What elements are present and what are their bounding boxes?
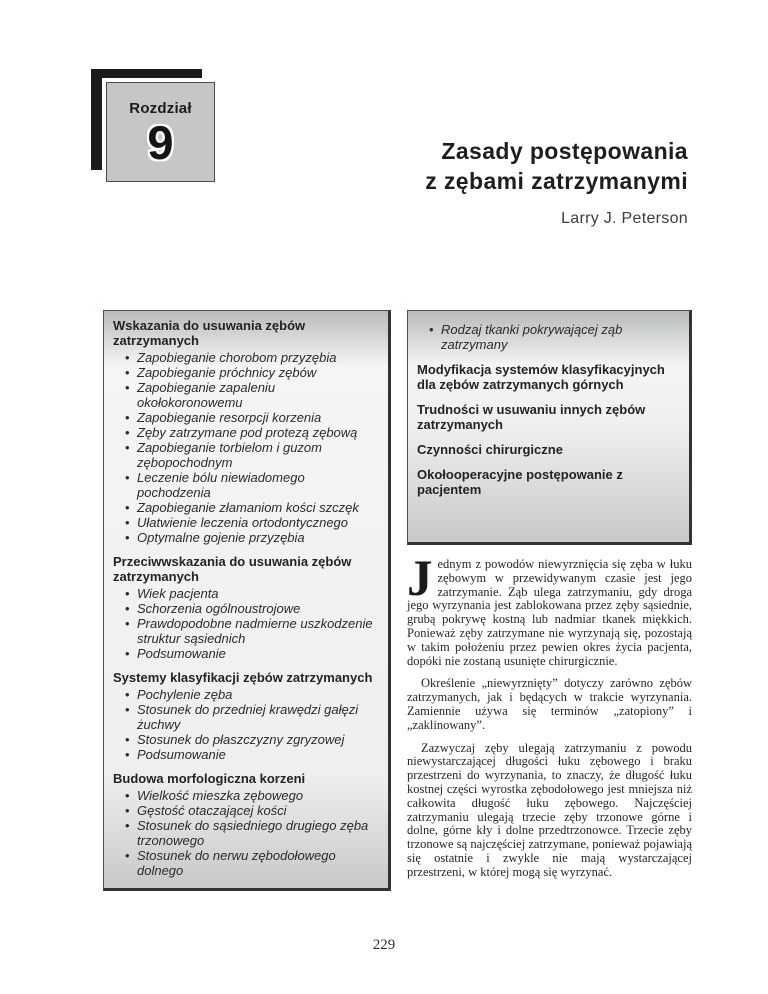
outline-section-heading: Przeciwwskazania do usuwania zębów zatrzymanych (113, 554, 352, 584)
outline-item: • Zapobieganie zapaleniu okołokoronowemu (125, 380, 380, 410)
outline-item: • Optymalne gojenie przyzębia (125, 530, 380, 545)
chapter-badge (106, 82, 215, 182)
outline-item: • Stosunek do nerwu zębodołowego dolnego (125, 848, 380, 878)
right-column (407, 310, 692, 880)
outline-section-heading: Modyfikacja systemów klasyfikacyjnych dla zębów zatrzymanych górnych (417, 362, 665, 392)
outline-item: • Podsumowanie (125, 747, 380, 762)
outline-item-list (125, 788, 380, 878)
outline-item: • Rodzaj tkanki pokrywającej ząb zatrzymany (429, 322, 681, 352)
outline-item-list (429, 322, 681, 352)
outline-item: • Ułatwienie leczenia ortodontycznego (125, 515, 380, 530)
outline-item: • Stosunek do przedniej krawędzi gałęzi żuchwy (125, 702, 380, 732)
outline-item: • Wielkość mieszka zębowego (125, 788, 380, 803)
chapter-header (425, 136, 688, 228)
drop-cap: J (407, 551, 433, 607)
paragraph-text: ednym z powodów niewyrznięcia się zęba w łuku zębowym w przewidywanym czasie jest jego zatrzymanie. Ząb ulega zatrzymaniu, gdy droga jego wyrzynania jest zablokowana przez zęby sąsiednie, grubą pokrywę kostną lub nadmiar tkanek miękkich. Ponieważ zęby zatrzymane nie wyrzynają się, pozostają w takim położeniu przez pewien okres życia pacjenta, dopóki nie zostaną usunięte chirurgicznie. (407, 557, 692, 668)
outline-item-list (125, 350, 380, 545)
outline-section-indications (113, 318, 380, 545)
body-text (407, 551, 692, 880)
chapter-title-line2: z zębami zatrzymanymi (425, 168, 688, 194)
outline-item: • Schorzenia ogólnoustrojowe (125, 601, 380, 616)
outline-item: • Zapobieganie złamaniom kości szczęk (125, 500, 380, 515)
outline-box-left (103, 310, 391, 891)
outline-item: • Zapobieganie chorobom przyzębia (125, 350, 380, 365)
outline-section-heading: Czynności chirurgiczne (417, 442, 563, 457)
outline-section-heading: Okołooperacyjne postępowanie z pacjentem (417, 467, 623, 497)
left-column (103, 310, 391, 891)
outline-item: • Stosunek do sąsiedniego drugiego zęba trzonowego (125, 818, 380, 848)
body-paragraph: Określenie „niewyrznięty” dotyczy zarówno zębów zatrzymanych, jak i będących w trakcie wyrzynania. Zamiennie używa się terminów „zatopiony” i „zaklinowany”. (407, 676, 692, 732)
outline-item-list (125, 586, 380, 661)
outline-section-contraindications (113, 554, 380, 661)
outline-item: • Prawdopodobne nadmierne uszkodzenie struktur sąsiednich (125, 616, 380, 646)
outline-item: • Zapobieganie resorpcji korzenia (125, 410, 380, 425)
outline-item: • Zapobieganie próchnicy zębów (125, 365, 380, 380)
outline-item: • Zapobieganie torbielom i guzom zębopochodnym (125, 440, 380, 470)
outline-item: • Gęstość otaczającej kości (125, 803, 380, 818)
outline-section-classification (113, 670, 380, 762)
chapter-title-line1: Zasady postępowania (441, 138, 688, 164)
page-number: 229 (372, 937, 396, 953)
outline-section-root-morphology (113, 771, 380, 878)
outline-section-heading: Trudności w usuwaniu innych zębów zatrzymanych (417, 402, 646, 432)
author-name: Larry J. Peterson (561, 210, 688, 227)
outline-item: • Wiek pacjenta (125, 586, 380, 601)
outline-item: • Stosunek do płaszczyzny zgryzowej (125, 732, 380, 747)
outline-box-right (407, 310, 692, 545)
content-area (103, 310, 692, 891)
outline-section-heading: Wskazania do usuwania zębów zatrzymanych (113, 318, 306, 348)
outline-item: • Pochylenie zęba (125, 687, 380, 702)
body-paragraph: Zazwyczaj zęby ulegają zatrzymaniu z powodu niewystarczającej długości łuku zębowego i braku przestrzeni do wyrzynania, to znaczy, że długość łuku kostnej części wyrostka zębodołowego jest mniejsza niż całkowita długość łuku zębowego. Najczęściej zatrzymaniu ulegają trzecie zęby trzonowe górne i dolne, górne kły i dolne przedtrzonowce. Trzecie zęby trzonowe są najczęściej zatrzymane, ponieważ pojawiają się ostatnie i zwykle nie mają wystarczającej przestrzeni, w której mogą się wyrzynać. (407, 740, 692, 879)
body-paragraph (407, 551, 692, 668)
outline-item: • Leczenie bólu niewiadomego pochodzenia (125, 470, 380, 500)
outline-section-heading: Systemy klasyfikacji zębów zatrzymanych (113, 670, 373, 685)
outline-item-list (125, 687, 380, 762)
outline-item: • Podsumowanie (125, 646, 380, 661)
outline-item: • Zęby zatrzymane pod protezą zębową (125, 425, 380, 440)
chapter-number: 9 (147, 116, 174, 169)
chapter-label: Rozdział (129, 100, 192, 117)
outline-section-heading: Budowa morfologiczna korzeni (113, 771, 306, 786)
